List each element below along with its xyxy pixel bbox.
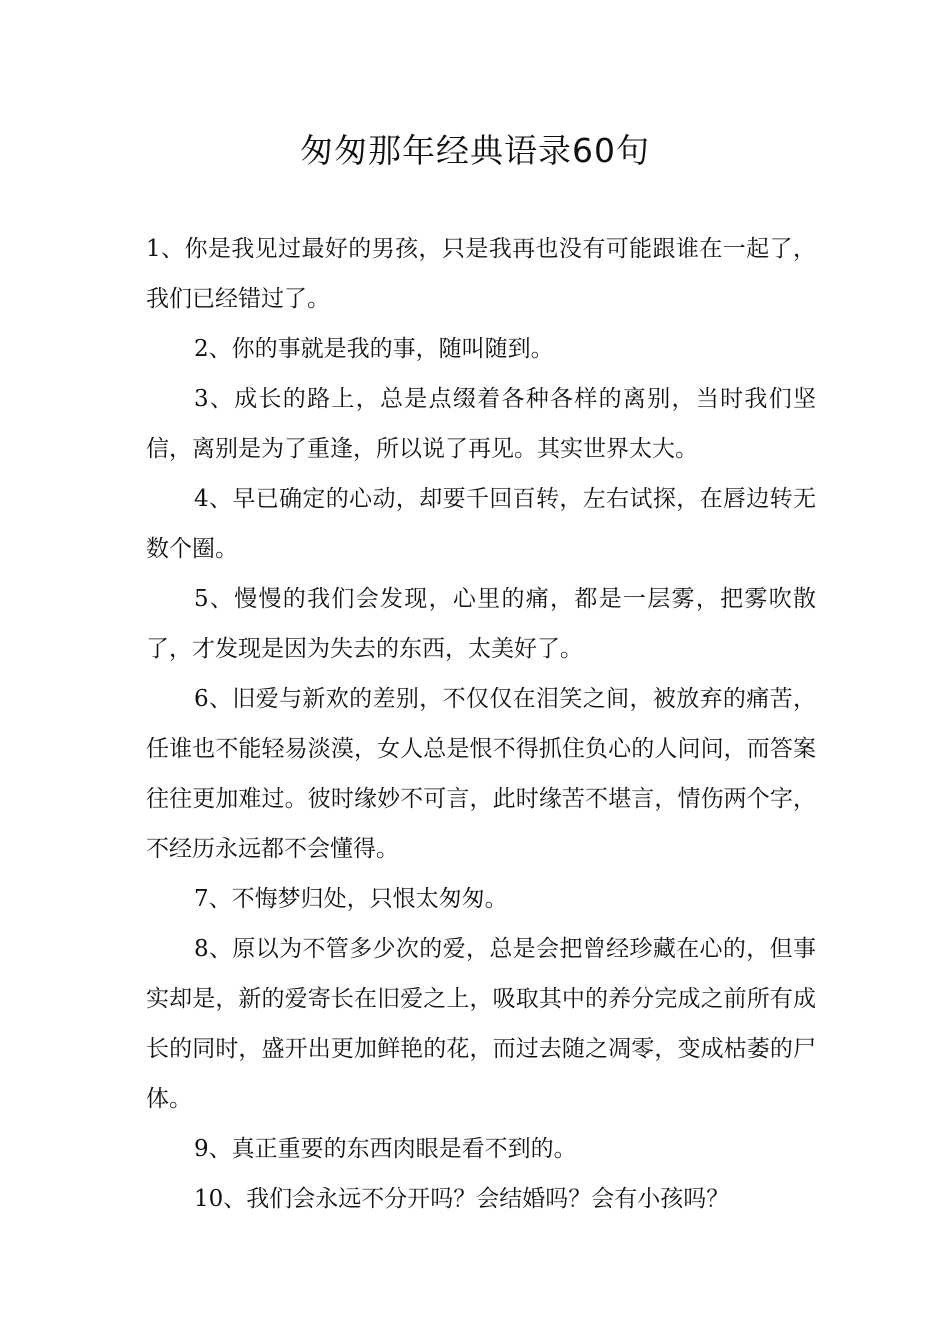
document-body	[146, 224, 816, 1224]
quote-paragraph-2: 2、你的事就是我的事，随叫随到。	[194, 336, 554, 362]
quote-paragraph-1: 1、你是我见过最好的男孩，只是我再也没有可能跟谁在一起了，我们已经错过了。	[146, 236, 816, 312]
quote-paragraph-6: 6、旧爱与新欢的差别，不仅仅在泪笑之间，被放弃的痛苦，任谁也不能轻易淡漠，女人总是恨不得抓住负心的人问问，而答案往往更加难过。彼时缘妙不可言，此时缘苦不堪言，情伤两个字，不经历永远都不会懂得。	[146, 686, 816, 862]
quote-paragraph-7: 7、不悔梦归处，只恨太匆匆。	[194, 886, 508, 912]
quote-paragraph-10: 10、我们会永远不分开吗？会结婚吗？会有小孩吗？	[194, 1186, 730, 1212]
quote-paragraph-3: 3、成长的路上，总是点缀着各种各样的离别，当时我们坚信，离别是为了重逢，所以说了再见。其实世界太大。	[146, 386, 816, 462]
quote-paragraph-5: 5、慢慢的我们会发现，心里的痛，都是一层雾，把雾吹散了，才发现是因为失去的东西，太美好了。	[146, 586, 816, 662]
quote-paragraph-8: 8、原以为不管多少次的爱，总是会把曾经珍藏在心的，但事实却是，新的爱寄长在旧爱之上，吸取其中的养分完成之前所有成长的同时，盛开出更加鲜艳的花，而过去随之凋零，变成枯萎的尸体。	[146, 936, 816, 1112]
document-title: 匆匆那年经典语录60句	[300, 131, 650, 170]
quote-paragraph-9: 9、真正重要的东西肉眼是看不到的。	[194, 1136, 577, 1162]
quote-paragraph-4: 4、早已确定的心动，却要千回百转，左右试探，在唇边转无数个圈。	[146, 486, 816, 562]
